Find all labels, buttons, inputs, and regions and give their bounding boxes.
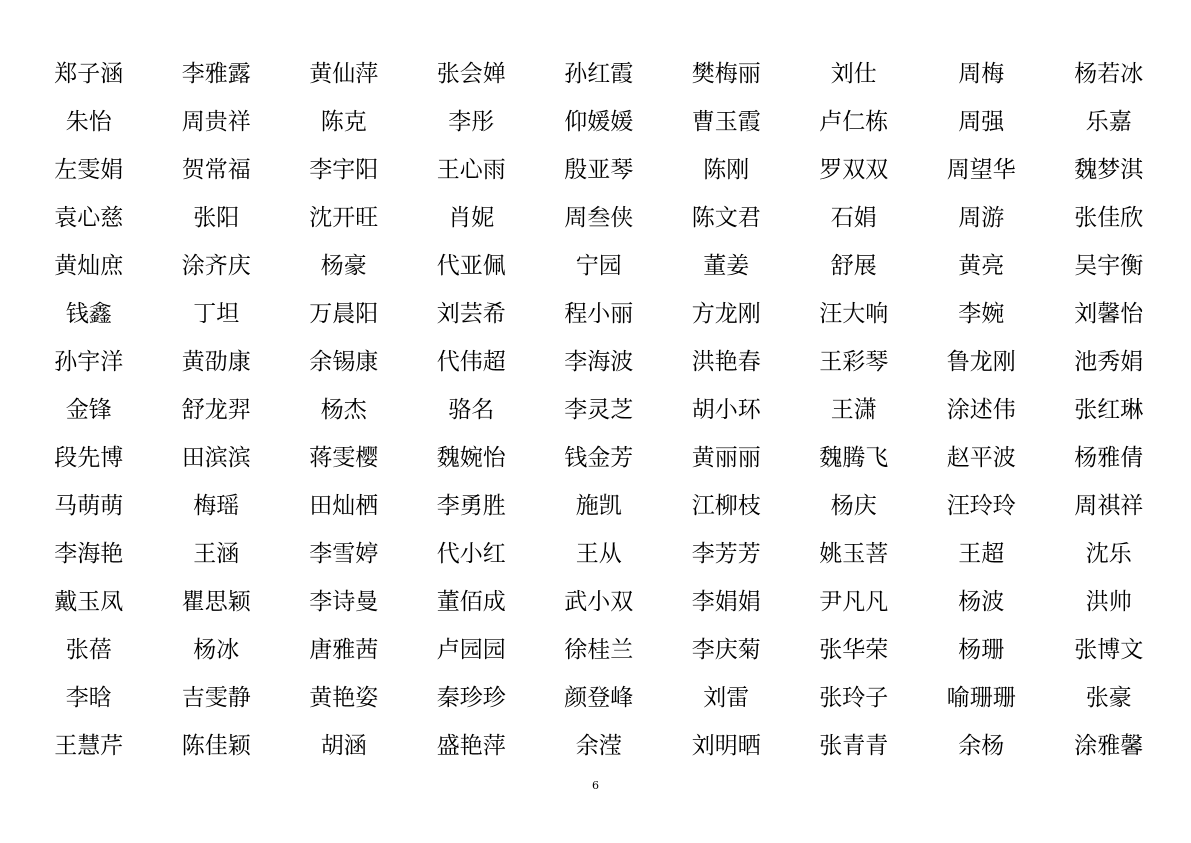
name-cell: 代伟超 [436,348,506,375]
name-cell: 田灿栖 [309,492,379,519]
name-cell: 万晨阳 [309,300,379,327]
name-cell: 吴宇衡 [1074,252,1144,279]
name-cell: 朱怡 [65,108,112,135]
name-cell: 孙红霞 [564,60,634,87]
name-cell: 余杨 [958,732,1005,759]
name-cell: 王超 [958,540,1005,567]
name-cell: 武小双 [564,588,634,615]
name-cell: 李婉 [958,300,1005,327]
name-cell: 金锋 [65,396,112,423]
name-cell: 张华荣 [819,636,889,663]
name-cell: 陈佳颖 [181,732,251,759]
name-cell: 黄亮 [958,252,1005,279]
name-cell: 郑子涵 [54,60,124,87]
name-cell: 颜登峰 [564,684,634,711]
name-cell: 江柳枝 [691,492,761,519]
name-cell: 张佳欣 [1074,204,1144,231]
name-cell: 陈克 [320,108,367,135]
name-cell: 周梅 [958,60,1005,87]
name-cell: 马萌萌 [54,492,124,519]
name-cell: 鲁龙刚 [946,348,1016,375]
name-cell: 杨珊 [958,636,1005,663]
name-cell: 肖妮 [448,204,495,231]
name-cell: 杨雅倩 [1074,444,1144,471]
name-cell: 卢园园 [436,636,506,663]
name-cell: 张蓓 [65,636,112,663]
name-cell: 池秀娟 [1074,348,1144,375]
name-cell: 骆名 [448,396,495,423]
name-cell: 黄艳姿 [309,684,379,711]
name-cell: 曹玉霞 [691,108,761,135]
name-cell: 洪帅 [1085,588,1132,615]
name-cell: 黄灿庶 [54,252,124,279]
name-cell: 张阳 [193,204,240,231]
name-cell: 李灵芝 [564,396,634,423]
name-cell: 秦珍珍 [436,684,506,711]
name-cell: 乐嘉 [1085,108,1132,135]
name-cell: 王心雨 [436,156,506,183]
name-cell: 杨庆 [830,492,877,519]
name-cell: 涂雅馨 [1074,732,1144,759]
name-cell: 周游 [958,204,1005,231]
name-cell: 袁心慈 [54,204,124,231]
name-cell: 舒龙羿 [181,396,251,423]
name-cell: 黄仙萍 [309,60,379,87]
name-cell: 李勇胜 [436,492,506,519]
name-cell: 蒋雯樱 [309,444,379,471]
name-cell: 张青青 [819,732,889,759]
name-cell: 胡小环 [691,396,761,423]
name-cell: 喻珊珊 [946,684,1016,711]
name-cell: 盛艳萍 [436,732,506,759]
name-cell: 赵平波 [946,444,1016,471]
name-cell: 黄丽丽 [691,444,761,471]
name-cell: 张豪 [1085,684,1132,711]
name-cell: 王涵 [193,540,240,567]
name-cell: 涂齐庆 [181,252,251,279]
name-cell: 魏腾飞 [819,444,889,471]
name-cell: 代小红 [436,540,506,567]
name-cell: 贺常福 [181,156,251,183]
name-cell: 沈乐 [1085,540,1132,567]
name-cell: 方龙刚 [691,300,761,327]
name-cell: 孙宇洋 [54,348,124,375]
name-cell: 瞿思颖 [181,588,251,615]
name-cell: 段先博 [54,444,124,471]
page-number: 6 [592,779,599,792]
name-cell: 沈开旺 [309,204,379,231]
name-cell: 徐桂兰 [564,636,634,663]
name-cell: 周祺祥 [1074,492,1144,519]
name-cell: 杨冰 [193,636,240,663]
name-cell: 洪艳春 [691,348,761,375]
name-cell: 刘明晒 [691,732,761,759]
name-cell: 魏梦淇 [1074,156,1144,183]
name-cell: 杨波 [958,588,1005,615]
name-cell: 李庆菊 [691,636,761,663]
name-cell: 刘馨怡 [1074,300,1144,327]
name-cell: 杨若冰 [1074,60,1144,87]
name-cell: 余锡康 [309,348,379,375]
name-cell: 张玲子 [819,684,889,711]
name-cell: 石娟 [830,204,877,231]
name-cell: 刘雷 [703,684,750,711]
name-cell: 刘芸希 [436,300,506,327]
name-cell: 李雪婷 [309,540,379,567]
name-cell: 魏婉怡 [436,444,506,471]
name-cell: 尹凡凡 [819,588,889,615]
name-cell: 田滨滨 [181,444,251,471]
name-cell: 罗双双 [819,156,889,183]
name-cell: 涂述伟 [946,396,1016,423]
name-cell: 李诗曼 [309,588,379,615]
name-cell: 舒展 [830,252,877,279]
name-cell: 周叁侠 [564,204,634,231]
name-cell: 董姜 [703,252,750,279]
name-cell: 王潇 [830,396,877,423]
name-cell: 周贵祥 [181,108,251,135]
name-cell: 姚玉菩 [819,540,889,567]
name-cell: 唐雅茜 [309,636,379,663]
name-cell: 周望华 [946,156,1016,183]
name-cell: 卢仁栋 [819,108,889,135]
name-cell: 李晗 [65,684,112,711]
name-cell: 李雅露 [181,60,251,87]
name-cell: 董佰成 [436,588,506,615]
name-cell: 李彤 [448,108,495,135]
name-cell: 李宇阳 [309,156,379,183]
name-cell: 李海波 [564,348,634,375]
name-cell: 周强 [958,108,1005,135]
name-cell: 陈文君 [691,204,761,231]
name-cell: 仰媛媛 [564,108,634,135]
name-cell: 汪大响 [819,300,889,327]
name-cell: 陈刚 [703,156,750,183]
name-cell: 樊梅丽 [691,60,761,87]
name-cell: 代亚佩 [436,252,506,279]
name-cell: 程小丽 [564,300,634,327]
name-cell: 张红琳 [1074,396,1144,423]
name-cell: 梅瑶 [193,492,240,519]
name-cell: 李芳芳 [691,540,761,567]
name-cell: 丁坦 [193,300,240,327]
name-cell: 施凯 [575,492,622,519]
name-grid [25,50,1172,770]
name-cell: 李娟娟 [691,588,761,615]
name-cell: 王从 [575,540,622,567]
name-cell: 吉雯静 [181,684,251,711]
name-cell: 杨豪 [320,252,367,279]
name-cell: 张会婵 [436,60,506,87]
name-cell: 杨杰 [320,396,367,423]
name-cell: 黄劭康 [181,348,251,375]
name-cell: 王慧芹 [54,732,124,759]
name-cell: 李海艳 [54,540,124,567]
name-cell: 余滢 [575,732,622,759]
name-cell: 钱金芳 [564,444,634,471]
name-cell: 钱鑫 [65,300,112,327]
name-cell: 宁园 [575,252,622,279]
name-cell: 汪玲玲 [946,492,1016,519]
name-cell: 王彩琴 [819,348,889,375]
name-cell: 戴玉凤 [54,588,124,615]
name-cell: 刘仕 [830,60,877,87]
name-cell: 胡涵 [320,732,367,759]
name-cell: 张博文 [1074,636,1144,663]
name-cell: 殷亚琴 [564,156,634,183]
name-cell: 左雯娟 [54,156,124,183]
